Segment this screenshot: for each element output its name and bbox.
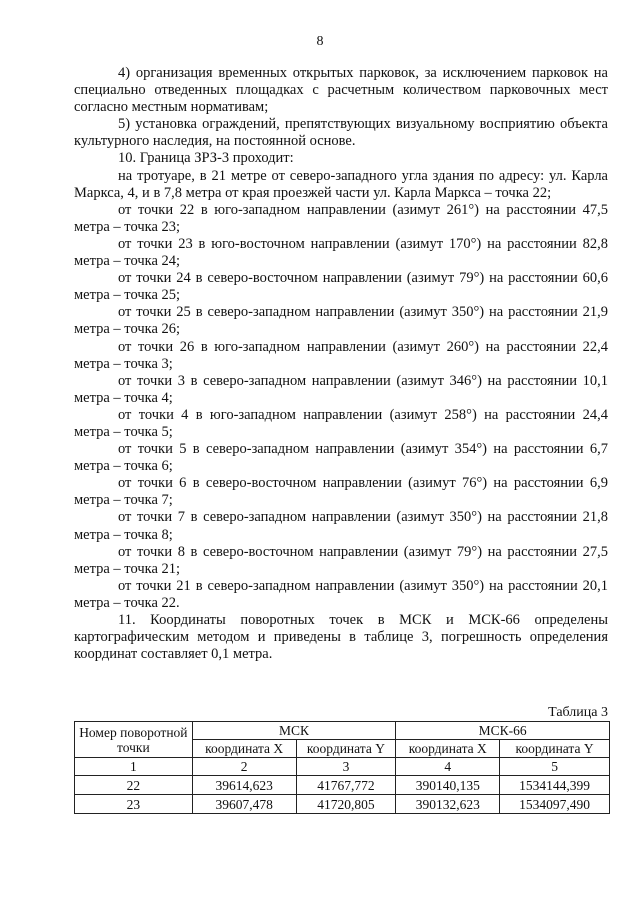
cell-msk-y: 41767,772 bbox=[296, 776, 396, 795]
column-number: 4 bbox=[396, 758, 500, 776]
paragraph-segment: от точки 25 в северо-западном направлении (азимут 350°) на расстоянии 21,9 метра – точка 26; bbox=[74, 304, 608, 338]
body-text bbox=[74, 65, 608, 663]
paragraph-segment: от точки 22 в юго-западном направлении (азимут 261°) на расстоянии 47,5 метра – точка 23; bbox=[74, 201, 608, 235]
cell-msk66-y: 1534097,490 bbox=[500, 795, 610, 814]
paragraph-segment: от точки 7 в северо-западном направлении (азимут 350°) на расстоянии 21,8 метра – точка 8; bbox=[74, 509, 608, 543]
cell-msk66-x: 390140,135 bbox=[396, 776, 500, 795]
header-msk66-y: координата Y bbox=[500, 740, 610, 758]
column-number-row bbox=[75, 758, 610, 776]
paragraph-item-5: 5) установка ограждений, препятствующих визуальному восприятию объекта культурного наследия, на постоянной основе. bbox=[74, 116, 608, 150]
paragraph-segment: от точки 23 в юго-восточном направлении (азимут 170°) на расстоянии 82,8 метра – точка 24; bbox=[74, 235, 608, 270]
header-msk-x: координата X bbox=[192, 740, 296, 758]
page-number: 8 bbox=[316, 34, 324, 49]
header-msk-y: координата Y bbox=[296, 740, 396, 758]
paragraph-segment: от точки 26 в юго-западном направлении (азимут 260°) на расстоянии 22,4 метра – точка 3; bbox=[74, 338, 608, 372]
column-number: 3 bbox=[296, 758, 396, 776]
header-point-number: Номер поворотной точки bbox=[75, 722, 193, 758]
column-number: 1 bbox=[75, 758, 193, 776]
paragraph-segment: от точки 8 в северо-восточном направлении (азимут 79°) на расстоянии 27,5 метра – точка 21; bbox=[74, 543, 608, 577]
paragraph-section-10: 10. Граница ЗРЗ-3 проходит: bbox=[118, 150, 294, 167]
coordinates-table bbox=[74, 721, 610, 814]
cell-msk66-x: 390132,623 bbox=[396, 795, 500, 814]
header-msk66-x: координата X bbox=[396, 740, 500, 758]
cell-point: 23 bbox=[75, 795, 193, 814]
header-msk: МСК bbox=[192, 722, 396, 740]
cell-msk-y: 41720,805 bbox=[296, 795, 396, 814]
column-number: 2 bbox=[192, 758, 296, 776]
cell-msk-x: 39614,623 bbox=[192, 776, 296, 795]
paragraph-segment: от точки 4 в юго-западном направлении (азимут 258°) на расстоянии 24,4 метра – точка 5; bbox=[74, 406, 608, 440]
paragraph-segment: от точки 5 в северо-западном направлении (азимут 354°) на расстоянии 6,7 метра – точка 6; bbox=[74, 441, 608, 475]
table-row bbox=[75, 795, 610, 814]
paragraph-item-4: 4) организация временных открытых парковок, за исключением парковок на специально отведенных площадках с расчетным количеством парковочных мест согласно местным нормативам; bbox=[74, 65, 608, 116]
paragraph-section-11: 11. Координаты поворотных точек в МСК и МСК-66 определены картографическим методом и приведены в таблице 3, погрешность определения координат составляет 0,1 метра. bbox=[74, 612, 608, 663]
cell-point: 22 bbox=[75, 776, 193, 795]
cell-msk-x: 39607,478 bbox=[192, 795, 296, 814]
table-caption: Таблица 3 bbox=[548, 705, 608, 720]
paragraph-segment: от точки 21 в северо-западном направлении (азимут 350°) на расстоянии 20,1 метра – точка 22. bbox=[74, 577, 608, 611]
header-msk66: МСК-66 bbox=[396, 722, 610, 740]
paragraph-segment: от точки 3 в северо-западном направлении (азимут 346°) на расстоянии 10,1 метра – точка 4; bbox=[74, 372, 608, 406]
table-row bbox=[75, 776, 610, 795]
paragraph-segment: от точки 6 в северо-восточном направлении (азимут 76°) на расстоянии 6,9 метра – точка 7; bbox=[74, 475, 608, 509]
column-number: 5 bbox=[500, 758, 610, 776]
paragraph-start-point: на тротуаре, в 21 метре от северо-западного угла здания по адресу: ул. Карла Маркса, 4, и в 7,8 метра от края проезжей части ул. Карла Маркса – точка 22; bbox=[74, 167, 608, 201]
cell-msk66-y: 1534144,399 bbox=[500, 776, 610, 795]
paragraph-segment: от точки 24 в северо-восточном направлении (азимут 79°) на расстоянии 60,6 метра – точка 25; bbox=[74, 270, 608, 304]
